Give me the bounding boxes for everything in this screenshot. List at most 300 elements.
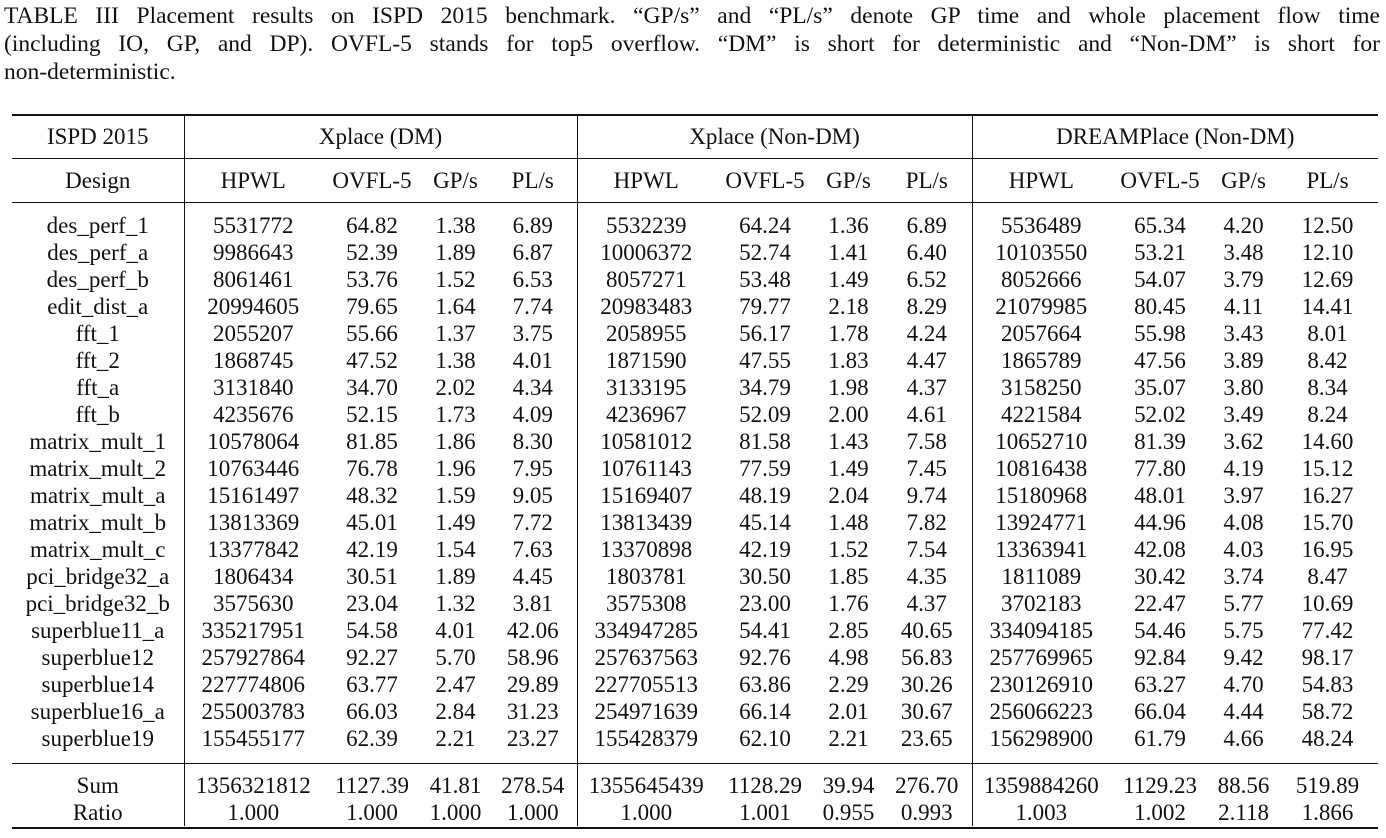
spacer-cell [882,202,972,212]
value-cell: 47.56 [1134,348,1186,373]
value-cell: 13363941 [995,537,1088,562]
table-row [12,644,1378,671]
value-cell: 4.37 [882,590,972,617]
value-cell: 56.83 [882,644,972,671]
design-name: pci_bridge32_b [12,590,184,617]
metric-header-row [12,158,1378,202]
value-cell: 30.67 [882,698,972,725]
value-cell: 2058955 [606,321,687,346]
value-cell: 1355645439 [588,773,704,798]
value-cell: 278.54 [489,772,577,799]
metric-header: GP/s [1221,167,1266,193]
value-cell: 227774806 [201,672,305,697]
metric-header: OVFL-5 [1120,167,1200,193]
value-cell: 1.38 [435,348,476,373]
value-cell: 8.42 [1307,348,1348,373]
value-cell: 92.84 [1134,645,1186,670]
bottom-rule [12,827,1378,829]
value-cell: 1.49 [435,510,476,535]
value-cell: 1.52 [435,267,476,292]
value-cell: 58.72 [1301,699,1354,724]
value-cell: 42.08 [1134,537,1186,562]
value-cell: 7.74 [489,293,577,320]
value-cell: 23.65 [882,725,972,752]
spacer-cell [489,762,577,772]
caption-line-3: non-deterministic. [4,59,176,85]
value-cell: 79.65 [346,294,398,319]
table-row [12,617,1378,644]
value-cell: 2057664 [1001,321,1082,346]
value-cell: 62.10 [739,726,791,751]
value-cell: 4.01 [489,347,577,374]
value-cell: 3158250 [1001,375,1082,400]
value-cell: 15161497 [207,483,300,508]
metric-header: PL/s [1306,167,1349,193]
value-cell: 1.76 [828,591,869,616]
metric-header: PL/s [489,158,577,202]
design-name: superblue16_a [12,698,184,725]
value-cell: 4.61 [882,401,972,428]
value-cell: 23.00 [739,591,791,616]
value-cell: 255003783 [201,699,305,724]
value-cell: 88.56 [1217,773,1270,798]
value-cell: 4.45 [489,563,577,590]
value-cell: 3575308 [606,591,687,616]
value-cell: 4.70 [1223,672,1264,697]
value-cell: 5532239 [606,213,687,238]
value-cell: 40.65 [882,617,972,644]
value-cell: 52.02 [1134,402,1186,427]
value-cell: 13370898 [600,537,693,562]
value-cell: 155455177 [201,726,305,751]
value-cell: 21079985 [995,294,1088,319]
summary-label: Sum [12,772,184,799]
value-cell: 7.45 [882,455,972,482]
value-cell: 10103550 [995,240,1088,265]
value-cell: 77.80 [1134,456,1186,481]
value-cell: 4.35 [882,563,972,590]
value-cell: 8.24 [1307,402,1348,427]
value-cell: 92.76 [739,645,791,670]
caption-line-1: TABLE III Placement results on ISPD 2015 benchmark. “GP/s” and “PL/s” denote GP time and whole placement flow time [4,3,1380,29]
value-cell: 81.85 [346,429,398,454]
design-name: edit_dist_a [12,293,184,320]
value-cell: 519.89 [1295,773,1360,798]
value-cell: 3.49 [1223,402,1264,427]
design-name: matrix_mult_2 [12,455,184,482]
value-cell: 1.48 [828,510,869,535]
table-row [12,698,1378,725]
corner-label: ISPD 2015 [12,114,184,158]
value-cell: 13377842 [207,537,300,562]
design-name: fft_a [12,374,184,401]
spacer-cell [1210,762,1277,772]
results-table [12,114,1378,826]
value-cell: 10.69 [1301,591,1354,616]
value-cell: 1.41 [828,240,869,265]
design-name: fft_2 [12,347,184,374]
value-cell: 5.77 [1223,591,1264,616]
value-cell: 2.01 [828,699,869,724]
table-row [12,212,1378,239]
value-cell: 63.77 [346,672,398,697]
value-cell: 52.39 [346,240,398,265]
value-cell: 54.41 [739,618,791,643]
spacer-cell [1110,752,1210,762]
value-cell: 276.70 [882,772,972,799]
design-header: Design [12,158,184,202]
design-name: matrix_mult_b [12,509,184,536]
value-cell: 1.000 [489,799,577,826]
value-cell: 1.86 [435,429,476,454]
value-cell: 4.20 [1223,213,1264,238]
value-cell: 3.43 [1223,321,1264,346]
value-cell: 2055207 [213,321,294,346]
value-cell: 23.27 [489,725,577,752]
spacer-cell [815,762,882,772]
value-cell: 227705513 [594,672,699,697]
value-cell: 1.85 [828,564,869,589]
design-name: des_perf_b [12,266,184,293]
value-cell: 16.27 [1301,483,1354,508]
value-cell: 257637563 [594,645,699,670]
value-cell: 257769965 [989,645,1094,670]
value-cell: 34.79 [739,375,791,400]
table-row [12,536,1378,563]
value-cell: 45.14 [739,510,791,535]
value-cell: 6.89 [882,212,972,239]
spacer-cell [1210,752,1277,762]
value-cell: 1.000 [346,800,398,825]
value-cell: 77.59 [739,456,791,481]
value-cell: 66.14 [739,699,791,724]
value-cell: 4.47 [882,347,972,374]
value-cell: 52.74 [739,240,791,265]
value-cell: 1803781 [606,564,687,589]
table-row [12,428,1378,455]
value-cell: 30.26 [882,671,972,698]
value-cell: 334947285 [594,618,699,643]
design-name: superblue11_a [12,617,184,644]
spacer-row [12,202,1378,212]
value-cell: 8057271 [606,267,687,292]
value-cell: 54.46 [1134,618,1186,643]
spacer-cell [577,202,715,212]
design-name: matrix_mult_1 [12,428,184,455]
spacer-row [12,752,1378,762]
design-name: fft_1 [12,320,184,347]
spacer-cell [422,762,489,772]
value-cell: 9.74 [882,482,972,509]
summary-row [12,772,1378,799]
value-cell: 10816438 [995,456,1088,481]
value-cell: 81.39 [1134,429,1186,454]
value-cell: 15.70 [1301,510,1354,535]
design-name: des_perf_a [12,239,184,266]
value-cell: 3.80 [1223,375,1264,400]
spacer-cell [489,752,577,762]
design-name: fft_b [12,401,184,428]
value-cell: 155428379 [594,726,699,751]
value-cell: 334094185 [989,618,1094,643]
metric-header: OVFL-5 [332,167,412,193]
metric-header: PL/s [882,158,972,202]
spacer-cell [882,752,972,762]
value-cell: 41.81 [429,773,482,798]
value-cell: 4.24 [882,320,972,347]
value-cell: 3131840 [213,375,294,400]
value-cell: 54.83 [1301,672,1354,697]
value-cell: 63.27 [1134,672,1186,697]
value-cell: 5.75 [1223,618,1264,643]
table-row [12,455,1378,482]
value-cell: 256066223 [989,699,1094,724]
value-cell: 8.01 [1307,321,1348,346]
value-cell: 1.89 [435,564,476,589]
value-cell: 14.60 [1301,429,1354,454]
value-cell: 12.69 [1301,267,1354,292]
table-caption [4,2,1380,86]
value-cell: 98.17 [1301,645,1354,670]
value-cell: 1.54 [435,537,476,562]
value-cell: 1129.23 [1123,773,1197,798]
design-name: superblue14 [12,671,184,698]
design-name: superblue12 [12,644,184,671]
value-cell: 56.17 [739,321,791,346]
value-cell: 30.42 [1134,564,1186,589]
spacer-cell [422,202,489,212]
summary-label: Ratio [12,799,184,826]
value-cell: 53.48 [739,267,791,292]
value-cell: 8.29 [882,293,972,320]
spacer-cell [972,202,1110,212]
value-cell: 1.000 [227,800,280,825]
design-name: des_perf_1 [12,212,184,239]
value-cell: 62.39 [346,726,398,751]
value-cell: 1128.29 [728,773,802,798]
value-cell: 79.77 [739,294,791,319]
spacer-cell [882,762,972,772]
spacer-cell [577,762,715,772]
value-cell: 1.000 [429,800,482,825]
value-cell: 13924771 [995,510,1088,535]
table-row [12,401,1378,428]
value-cell: 12.10 [1301,240,1354,265]
table-row [12,320,1378,347]
value-cell: 20983483 [600,294,693,319]
metric-header: OVFL-5 [725,167,805,193]
value-cell: 4235676 [213,402,294,427]
value-cell: 1356321812 [195,773,311,798]
value-cell: 14.41 [1301,294,1354,319]
spacer-cell [815,202,882,212]
value-cell: 47.55 [739,348,791,373]
value-cell: 4.01 [435,618,476,643]
table-row [12,239,1378,266]
value-cell: 10763446 [207,456,300,481]
value-cell: 34.70 [346,375,398,400]
value-cell: 55.98 [1134,321,1186,346]
group-header-xplace-dm: Xplace (DM) [184,114,577,158]
spacer-cell [1277,752,1378,762]
value-cell: 156298900 [989,726,1094,751]
value-cell: 45.01 [346,510,398,535]
value-cell: 23.04 [346,591,398,616]
value-cell: 2.21 [435,726,476,751]
spacer-cell [715,202,815,212]
value-cell: 4236967 [606,402,687,427]
table-row [12,590,1378,617]
metric-header: GP/s [826,167,871,193]
value-cell: 4.19 [1223,456,1264,481]
value-cell: 1.43 [828,429,869,454]
table-row [12,266,1378,293]
value-cell: 80.45 [1134,294,1186,319]
spacer-cell [577,752,715,762]
value-cell: 15.12 [1301,456,1354,481]
metric-header: HPWL [613,167,679,193]
value-cell: 10006372 [600,240,693,265]
value-cell: 13813439 [600,510,693,535]
value-cell: 7.95 [489,455,577,482]
value-cell: 6.87 [489,239,577,266]
value-cell: 8.30 [489,428,577,455]
value-cell: 52.09 [739,402,791,427]
value-cell: 2.118 [1218,800,1269,825]
value-cell: 6.52 [882,266,972,293]
metric-header: HPWL [220,167,286,193]
value-cell: 1.000 [620,800,673,825]
value-cell: 63.86 [739,672,791,697]
value-cell: 10652710 [995,429,1088,454]
value-cell: 3.74 [1223,564,1264,589]
value-cell: 44.96 [1134,510,1186,535]
value-cell: 3702183 [1001,591,1082,616]
spacer-cell [1110,762,1210,772]
value-cell: 1806434 [213,564,294,589]
table-row [12,671,1378,698]
value-cell: 0.993 [882,799,972,826]
value-cell: 8061461 [213,267,294,292]
group-header-dreamplace-non-dm: DREAMPlace (Non-DM) [1056,123,1295,149]
value-cell: 3.89 [1223,348,1264,373]
value-cell: 48.24 [1301,726,1354,751]
value-cell: 1.49 [828,456,869,481]
value-cell: 48.01 [1134,483,1186,508]
spacer-cell [1277,762,1378,772]
value-cell: 4.44 [1223,699,1264,724]
metric-header: HPWL [1008,167,1074,193]
spacer-cell [972,762,1110,772]
value-cell: 4.03 [1223,537,1264,562]
value-cell: 3.62 [1223,429,1264,454]
design-name: matrix_mult_c [12,536,184,563]
value-cell: 1.59 [435,483,476,508]
value-cell: 1.52 [828,537,869,562]
value-cell: 7.82 [882,509,972,536]
value-cell: 92.27 [346,645,398,670]
value-cell: 10761143 [600,456,692,481]
value-cell: 66.04 [1134,699,1186,724]
value-cell: 2.85 [828,618,869,643]
value-cell: 35.07 [1134,375,1186,400]
spacer-cell [322,752,422,762]
value-cell: 1.32 [435,591,476,616]
value-cell: 1.38 [435,213,476,238]
value-cell: 9986643 [213,240,294,265]
value-cell: 257927864 [201,645,305,670]
value-cell: 10581012 [600,429,693,454]
value-cell: 5536489 [1001,213,1082,238]
value-cell: 15169407 [600,483,693,508]
value-cell: 42.19 [346,537,398,562]
spacer-cell [715,752,815,762]
value-cell: 7.72 [489,509,577,536]
value-cell: 6.53 [489,266,577,293]
value-cell: 64.82 [346,213,398,238]
spacer-cell [12,202,184,212]
value-cell: 48.19 [739,483,791,508]
value-cell: 2.29 [828,672,869,697]
value-cell: 1.64 [435,294,476,319]
value-cell: 58.96 [489,644,577,671]
table-row [12,293,1378,320]
value-cell: 81.58 [739,429,791,454]
value-cell: 31.23 [489,698,577,725]
caption-line-2: (including IO, GP, and DP). OVFL-5 stands for top5 overflow. “DM” is short for deterministic and “Non-DM” is short for [4,31,1380,57]
value-cell: 65.34 [1134,213,1186,238]
value-cell: 9.42 [1223,645,1264,670]
value-cell: 4.11 [1223,294,1264,319]
value-cell: 1.003 [1015,800,1068,825]
spacer-cell [1210,202,1277,212]
value-cell: 22.47 [1134,591,1186,616]
design-name: superblue19 [12,725,184,752]
design-name: pci_bridge32_a [12,563,184,590]
value-cell: 30.51 [346,564,398,589]
spacer-cell [322,202,422,212]
spacer-cell [422,752,489,762]
spacer-cell [184,762,322,772]
value-cell: 1.78 [828,321,869,346]
value-cell: 2.04 [828,483,869,508]
value-cell: 39.94 [822,773,875,798]
value-cell: 2.18 [828,294,869,319]
value-cell: 4.37 [882,374,972,401]
value-cell: 3575630 [213,591,294,616]
value-cell: 1359884260 [983,773,1099,798]
value-cell: 55.66 [346,321,398,346]
value-cell: 2.21 [828,726,869,751]
table-row [12,374,1378,401]
value-cell: 7.63 [489,536,577,563]
value-cell: 3.81 [489,590,577,617]
value-cell: 0.955 [822,800,875,825]
value-cell: 4.98 [828,645,869,670]
value-cell: 1.49 [828,267,869,292]
value-cell: 1.001 [739,800,791,825]
value-cell: 2.84 [435,699,476,724]
value-cell: 7.58 [882,428,972,455]
value-cell: 8052666 [1001,267,1082,292]
value-cell: 335217951 [201,618,305,643]
value-cell: 30.50 [739,564,791,589]
value-cell: 54.07 [1134,267,1186,292]
design-name: matrix_mult_a [12,482,184,509]
summary-row [12,799,1378,826]
value-cell: 3.48 [1223,240,1264,265]
value-cell: 42.06 [489,617,577,644]
